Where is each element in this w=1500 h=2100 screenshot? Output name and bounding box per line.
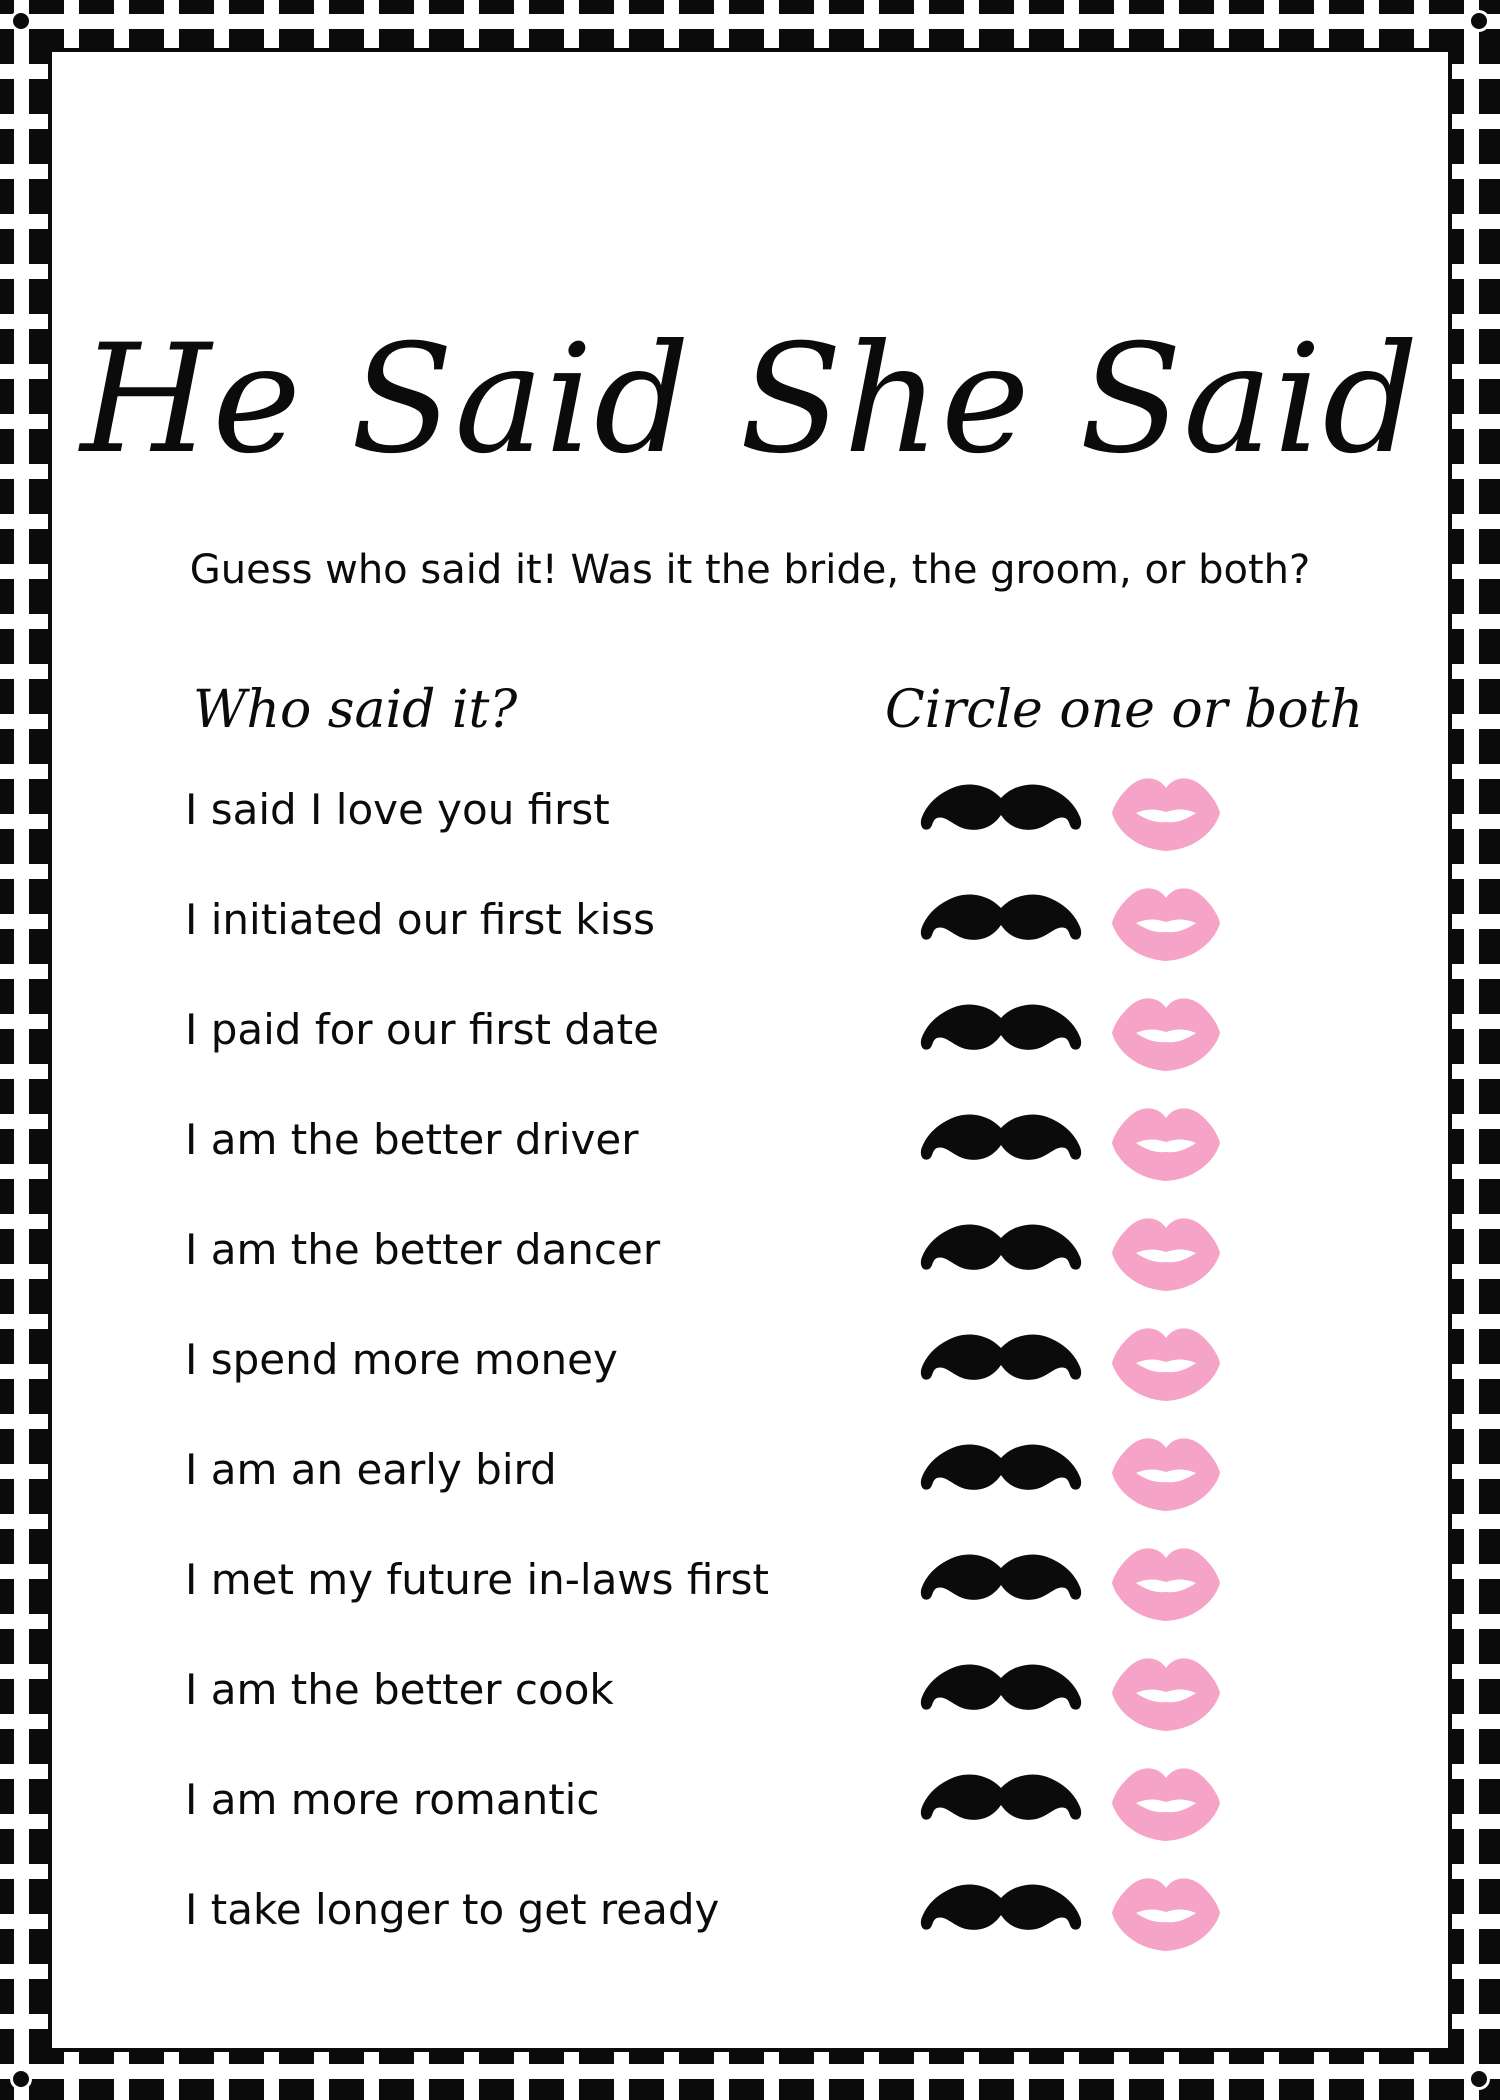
statement-row bbox=[0, 1550, 1500, 1650]
statement-row bbox=[0, 1220, 1500, 1320]
lips-icon[interactable] bbox=[1110, 1433, 1222, 1513]
mustache-icon[interactable] bbox=[918, 1772, 1084, 1826]
statement-text: I am the better dancer bbox=[185, 1225, 661, 1274]
lips-icon[interactable] bbox=[1110, 1653, 1222, 1733]
statement-row bbox=[0, 780, 1500, 880]
statement-row bbox=[0, 1770, 1500, 1870]
statement-row bbox=[0, 1440, 1500, 1540]
corner-dot-bottom-right bbox=[1471, 2071, 1487, 2087]
statement-text: I met my future in-laws first bbox=[185, 1555, 769, 1604]
lips-icon[interactable] bbox=[1110, 773, 1222, 853]
mustache-icon[interactable] bbox=[918, 1222, 1084, 1276]
mustache-icon[interactable] bbox=[918, 892, 1084, 946]
mustache-icon[interactable] bbox=[918, 1442, 1084, 1496]
statement-row bbox=[0, 1330, 1500, 1430]
column-header-circle-one: Circle one or both bbox=[885, 680, 1364, 740]
lips-icon[interactable] bbox=[1110, 1103, 1222, 1183]
statement-text: I paid for our first date bbox=[185, 1005, 659, 1054]
lips-icon[interactable] bbox=[1110, 1763, 1222, 1843]
statement-text: I take longer to get ready bbox=[185, 1885, 720, 1934]
lips-icon[interactable] bbox=[1110, 993, 1222, 1073]
mustache-icon[interactable] bbox=[918, 1662, 1084, 1716]
statement-text: I initiated our first kiss bbox=[185, 895, 655, 944]
page-title: He Said She Said bbox=[80, 313, 1420, 487]
mustache-icon[interactable] bbox=[918, 1002, 1084, 1056]
corner-dot-top-left bbox=[13, 13, 29, 29]
statement-text: I am the better cook bbox=[185, 1665, 614, 1714]
statement-text: I said I love you first bbox=[185, 785, 610, 834]
corner-dot-top-right bbox=[1471, 13, 1487, 29]
lips-icon[interactable] bbox=[1110, 1323, 1222, 1403]
mustache-icon[interactable] bbox=[918, 1332, 1084, 1386]
column-header-who-said-it: Who said it? bbox=[193, 680, 518, 740]
statement-row bbox=[0, 1110, 1500, 1210]
instructions: Guess who said it! Was it the bride, the groom, or both? bbox=[189, 547, 1311, 593]
mustache-icon[interactable] bbox=[918, 782, 1084, 836]
mustache-icon[interactable] bbox=[918, 1882, 1084, 1936]
statement-row bbox=[0, 1880, 1500, 1980]
mustache-icon[interactable] bbox=[918, 1552, 1084, 1606]
statement-text: I am the better driver bbox=[185, 1115, 639, 1164]
lips-icon[interactable] bbox=[1110, 1873, 1222, 1953]
lips-icon[interactable] bbox=[1110, 1543, 1222, 1623]
statement-text: I am more romantic bbox=[185, 1775, 600, 1824]
statement-row bbox=[0, 890, 1500, 990]
mustache-icon[interactable] bbox=[918, 1112, 1084, 1166]
statement-row bbox=[0, 1000, 1500, 1100]
statement-text: I am an early bird bbox=[185, 1445, 557, 1494]
lips-icon[interactable] bbox=[1110, 883, 1222, 963]
statement-row bbox=[0, 1660, 1500, 1760]
statement-text: I spend more money bbox=[185, 1335, 618, 1384]
corner-dot-bottom-left bbox=[13, 2071, 29, 2087]
lips-icon[interactable] bbox=[1110, 1213, 1222, 1293]
